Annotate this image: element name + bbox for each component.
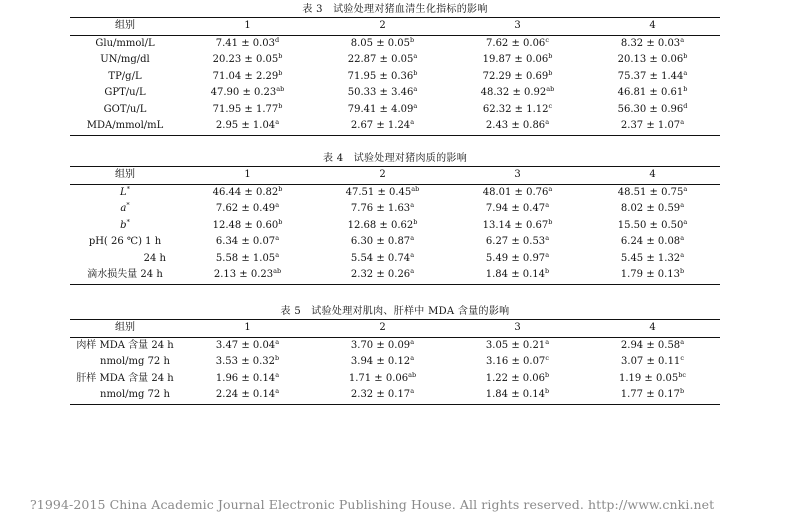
cell-value: 7.62 ± 0.49 [215,203,276,214]
table-cell [315,234,450,251]
table-cell [180,267,315,284]
table3-header-2: 2 [315,18,450,36]
row-label-text: 24 h [143,252,166,264]
cell-value: 2.32 ± 0.17 [350,389,411,400]
table-row [70,371,720,388]
table-cell [180,201,315,218]
table4-meat-quality [70,166,720,285]
table-cell [585,337,720,354]
table-row [70,85,720,102]
cell-value: 12.68 ± 0.62 [347,219,414,231]
table-cell [180,251,315,268]
table-cell [315,387,450,404]
table-cell [315,371,450,388]
cell-value: 20.13 ± 0.06 [617,54,684,65]
significance-letter: b [680,387,685,395]
table-cell [585,35,720,52]
row-label-text: 滴水损失量 24 h [87,269,163,280]
table-cell [450,267,585,284]
table-row [70,337,720,354]
table-cell [180,102,315,119]
significance-letter: a [275,370,280,379]
cell-value: 71.95 ± 1.77 [212,103,279,115]
significance-letter: d [275,35,280,44]
significance-letter: a [683,217,688,226]
cell-value: 71.95 ± 0.36 [347,70,414,82]
table3-header-4: 4 [585,18,720,36]
cell-value: 7.62 ± 0.06 [486,37,546,49]
significance-letter: b [545,370,550,379]
table-row [70,267,720,284]
table-row [70,102,720,119]
row-label-text: b [120,219,127,231]
table3-body [70,35,720,135]
table-cell [315,201,450,218]
cell-value: 2.24 ± 0.14 [215,389,276,400]
table-cell [180,69,315,86]
row-label [70,234,180,251]
table5-mda-content [70,319,720,405]
significance-letter: c [545,354,549,362]
significance-letter: a [410,118,415,126]
table-row [70,218,720,235]
significance-letter: b [275,354,280,362]
significance-letter: b [278,184,283,193]
cell-value: 48.01 ± 0.76 [482,186,549,198]
cell-value: 1.71 ± 0.06 [348,372,409,384]
table-cell [585,251,720,268]
row-label-text: 肉样 MDA 含量 24 h [76,339,174,351]
row-label [70,69,180,86]
cell-value: 48.51 ± 0.75 [617,186,684,198]
table-cell [180,35,315,52]
row-label [70,118,180,135]
table5-header-2: 2 [315,320,450,338]
row-label [70,337,180,354]
significance-letter: ab [411,184,420,193]
significance-letter: b [548,52,553,60]
table3-header-1: 1 [180,18,315,36]
table-cell [315,85,450,102]
table-cell [315,337,450,354]
significance-letter: a [275,118,280,126]
significance-letter: a [275,387,280,395]
table-cell [585,218,720,235]
significance-letter: a [680,250,685,259]
table-row [70,184,720,201]
table5-body [70,337,720,404]
significance-letter: a [410,250,415,259]
row-label [70,52,180,69]
table-cell [450,251,585,268]
table-cell [180,371,315,388]
cell-value: 47.90 ± 0.23 [210,87,277,98]
table-cell [585,69,720,86]
cell-value: 3.94 ± 0.12 [350,356,411,367]
table-cell [315,184,450,201]
table-cell [315,102,450,119]
table5-header-1: 1 [180,320,315,338]
significance-letter: b [413,68,418,77]
cell-value: 1.84 ± 0.14 [485,389,546,400]
table-cell [315,218,450,235]
cell-value: 56.30 ± 0.96 [617,103,684,115]
significance-letter: b [413,217,418,226]
cell-value: 5.49 ± 0.97 [485,252,546,264]
table-cell [585,118,720,135]
table-cell [315,267,450,284]
significance-letter: b [548,217,553,226]
significance-letter: b [545,387,550,395]
row-label-text: Glu/mmol/L [95,37,155,49]
table-row [70,201,720,218]
significance-letter: a [545,337,550,346]
row-label-text: UN/mg/dl [100,54,150,65]
table4-header-group: 组别 [70,167,180,185]
table-cell [450,118,585,135]
cell-value: 8.02 ± 0.59 [620,203,681,214]
table-cell [315,251,450,268]
table-cell [585,234,720,251]
significance-letter: ab [546,85,555,93]
row-label-text: 肝样 MDA 含量 24 h [76,372,174,384]
cell-value: 13.14 ± 0.67 [482,219,549,231]
row-label-text: TP/g/L [108,70,142,82]
row-label [70,35,180,52]
table-row [70,234,720,251]
cell-value: 3.70 ± 0.09 [350,339,411,351]
cell-value: 71.04 ± 2.29 [212,70,279,82]
significance-letter: a [410,234,415,242]
cell-value: 50.33 ± 3.46 [347,87,414,98]
table4-body [70,184,720,284]
cell-value: 1.84 ± 0.14 [485,269,546,280]
row-label [70,201,180,218]
cell-value: 1.19 ± 0.05 [618,372,679,384]
table4-caption: 表 4 试验处理对猪肉质的影响 [322,153,468,164]
row-label-text: L [120,186,127,198]
cell-value: 6.34 ± 0.07 [215,236,276,247]
cell-value: 12.48 ± 0.60 [212,219,279,231]
table-row [70,251,720,268]
significance-letter: b [278,68,283,77]
significance-letter: b [683,52,688,60]
significance-letter: ab [273,267,282,275]
table5-header-4: 4 [585,320,720,338]
cell-value: 46.44 ± 0.82 [212,186,279,198]
cell-value: 62.32 ± 1.12 [482,103,549,115]
table-row [70,35,720,52]
table-cell [585,85,720,102]
cell-value: 20.23 ± 0.05 [212,54,279,65]
row-label-superscript: * [126,201,130,209]
table4-header-1: 1 [180,167,315,185]
significance-letter: a [410,354,415,362]
copyright-footer: ?1994-2015 China Academic Journal Electronic Publishing House. All rights reserved. http://www.cnki.net [30,497,715,512]
significance-letter: c [545,35,549,44]
table-cell [180,234,315,251]
cell-value: 15.50 ± 0.50 [617,219,684,231]
cell-value: 1.79 ± 0.13 [620,269,681,280]
cell-value: 2.95 ± 1.04 [215,120,276,131]
row-label-text: GPT/u/L [104,87,146,98]
significance-letter: a [680,118,685,126]
table-row [70,69,720,86]
cell-value: 1.96 ± 0.14 [215,372,276,384]
significance-letter: c [680,354,684,362]
table-cell [315,69,450,86]
cell-value: 8.32 ± 0.03 [620,37,681,49]
significance-letter: a [275,234,280,242]
significance-letter: a [275,250,280,259]
cell-value: 79.41 ± 4.09 [347,103,414,115]
cell-value: 6.24 ± 0.08 [620,236,681,247]
table5-header-group: 组别 [70,320,180,338]
table4-header-3: 3 [450,167,585,185]
cell-value: 3.07 ± 0.11 [621,356,681,367]
table-cell [450,85,585,102]
row-label [70,371,180,388]
significance-letter: a [410,267,415,275]
significance-letter: a [275,337,280,346]
table-cell [450,35,585,52]
table-cell [180,387,315,404]
significance-letter: a [410,387,415,395]
significance-letter: d [683,101,688,110]
table3-serum-biochemistry [70,17,720,136]
table3-header-3: 3 [450,18,585,36]
cell-value: 22.87 ± 0.05 [347,54,414,65]
row-label-superscript: * [126,184,130,193]
significance-letter: a [410,201,415,209]
table-cell [585,354,720,371]
table-row [70,118,720,135]
significance-letter: a [410,337,415,346]
row-label [70,184,180,201]
cell-value: 2.67 ± 1.24 [350,120,411,131]
table-cell [450,387,585,404]
cell-value: 2.43 ± 0.86 [485,120,546,131]
significance-letter: c [548,101,553,110]
table-cell [315,354,450,371]
significance-letter: a [683,184,688,193]
row-label [70,354,180,371]
table-cell [315,118,450,135]
significance-letter: a [413,85,418,93]
cell-value: 75.37 ± 1.44 [617,70,684,82]
cell-value: 5.54 ± 0.74 [350,252,411,264]
table-row [70,354,720,371]
table-cell [180,218,315,235]
significance-letter: b [278,52,283,60]
cell-value: 3.05 ± 0.21 [485,339,546,351]
significance-letter: a [413,101,418,110]
row-label-text: a [120,203,127,214]
table3-header-group: 组别 [70,18,180,36]
table-row [70,52,720,69]
cell-value: 1.22 ± 0.06 [485,372,546,384]
table-row [70,387,720,404]
cell-value: 5.58 ± 1.05 [215,252,276,264]
table-cell [450,184,585,201]
significance-letter: a [680,234,685,242]
table-cell [180,52,315,69]
cell-value: 19.87 ± 0.06 [482,54,549,65]
cell-value: 2.13 ± 0.23 [213,269,274,280]
table-cell [585,201,720,218]
table-cell [180,118,315,135]
significance-letter: a [545,250,550,259]
significance-letter: b [680,267,685,275]
significance-letter: a [680,201,685,209]
row-label-text: GOT/u/L [103,103,147,115]
table-cell [180,85,315,102]
cell-value: 7.41 ± 0.03 [215,37,276,49]
row-label [70,251,180,268]
table-cell [585,371,720,388]
row-label-text: MDA/mmol/mL [86,120,164,131]
table-cell [585,184,720,201]
significance-letter: ab [276,85,285,93]
cell-value: 48.32 ± 0.92 [480,87,547,98]
significance-letter: b [278,217,283,226]
table-cell [585,102,720,119]
significance-letter: b [410,35,415,44]
cell-value: 7.94 ± 0.47 [485,203,546,214]
cell-value: 6.27 ± 0.53 [485,236,546,247]
table4-header-4: 4 [585,167,720,185]
significance-letter: a [680,337,685,346]
cell-value: 3.47 ± 0.04 [215,339,276,351]
significance-letter: a [275,201,280,209]
cell-value: 2.37 ± 1.07 [620,120,681,131]
table-cell [315,52,450,69]
row-label [70,85,180,102]
cell-value: 46.81 ± 0.61 [617,87,684,98]
table-cell [450,234,585,251]
row-label [70,387,180,404]
table-cell [450,52,585,69]
table-cell [450,102,585,119]
significance-letter: b [548,68,553,77]
table4-header-2: 2 [315,167,450,185]
significance-letter: a [683,68,688,77]
cell-value: 47.51 ± 0.45 [345,186,412,198]
significance-letter: ab [408,370,417,379]
cell-value: 3.16 ± 0.07 [486,356,546,367]
cell-value: 2.32 ± 0.26 [350,269,411,280]
table-cell [450,218,585,235]
row-label-text: nmol/mg 72 h [100,356,170,367]
table3-caption: 表 3 试验处理对猪血清生化指标的影响 [302,4,488,15]
row-label [70,267,180,284]
significance-letter: a [545,234,550,242]
cell-value: 2.94 ± 0.58 [620,339,681,351]
significance-letter: b [683,85,688,93]
table5-caption: 表 5 试验处理对肌肉、肝样中 MDA 含量的影响 [280,306,510,317]
table-cell [585,387,720,404]
cell-value: 1.77 ± 0.17 [620,389,681,400]
cell-value: 6.30 ± 0.87 [350,236,411,247]
table-cell [180,354,315,371]
row-label-text: pH( 26 ℃) 1 h [88,236,162,247]
table-cell [450,337,585,354]
row-label [70,218,180,235]
table-cell [450,371,585,388]
significance-letter: a [680,35,685,44]
row-label-text: nmol/mg 72 h [100,389,170,400]
table-cell [450,69,585,86]
table-cell [180,337,315,354]
significance-letter: a [413,52,418,60]
significance-letter: a [545,118,550,126]
significance-letter: a [545,201,550,209]
significance-letter: b [545,267,550,275]
table-cell [585,267,720,284]
row-label-superscript: * [126,217,130,226]
table-cell [315,35,450,52]
table5-header-3: 3 [450,320,585,338]
significance-letter: b [278,101,283,110]
cell-value: 72.29 ± 0.69 [482,70,549,82]
table-cell [450,201,585,218]
table-cell [180,184,315,201]
cell-value: 8.05 ± 0.05 [350,37,411,49]
row-label [70,102,180,119]
significance-letter: a [548,184,553,193]
cell-value: 5.45 ± 1.32 [620,252,681,264]
cell-value: 7.76 ± 1.63 [350,203,411,214]
significance-letter: bc [678,370,687,379]
table-cell [450,354,585,371]
cell-value: 3.53 ± 0.32 [215,356,276,367]
table-cell [585,52,720,69]
